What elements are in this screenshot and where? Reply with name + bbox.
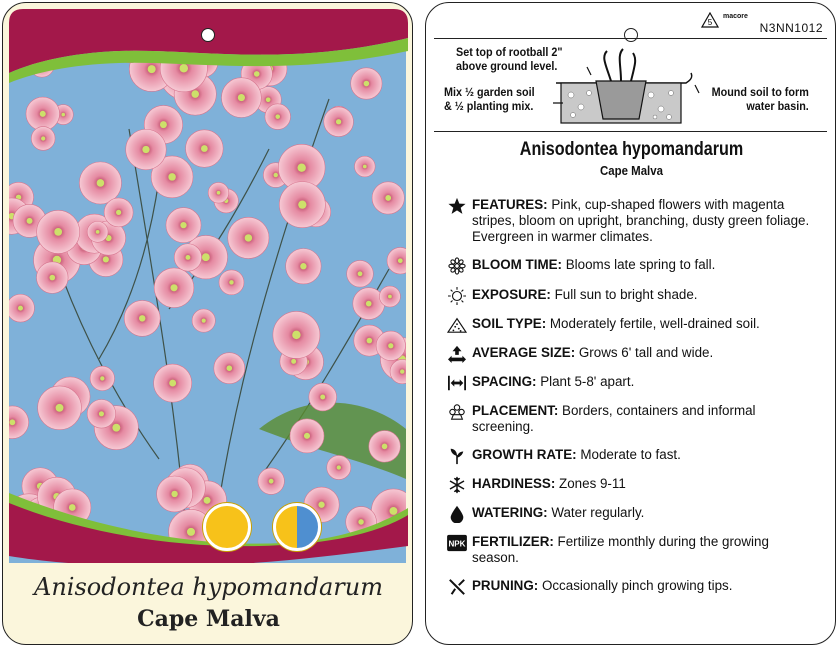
- attribute-value: Grows 6' tall and wide.: [575, 345, 714, 360]
- attribute-text: [472, 476, 818, 492]
- attribute-text: [472, 403, 818, 435]
- attribute-value: Moderately fertile, well-drained soil.: [546, 316, 760, 331]
- star-icon: [446, 196, 468, 216]
- sprout-icon: [446, 446, 468, 466]
- pruners-icon: [446, 577, 468, 597]
- attribute-label: FEATURES:: [472, 197, 548, 212]
- front-common-name: Cape Malva: [137, 606, 280, 632]
- attribute-text: [472, 316, 818, 332]
- attribute-row-placement: [446, 403, 818, 435]
- soil-icon: [446, 315, 468, 335]
- attribute-text: [472, 578, 818, 594]
- attribute-label: SOIL TYPE:: [472, 316, 547, 331]
- attribute-label: BLOOM TIME:: [472, 257, 563, 272]
- attribute-label: HARDINESS:: [472, 476, 556, 491]
- attribute-row-soil-type: [446, 316, 818, 335]
- attribute-value: Zones 9-11: [555, 476, 626, 491]
- instruction-top: Set top of rootball 2" above ground level.: [456, 45, 563, 73]
- front-botanical-name: Anisodontea hypomandarum: [34, 573, 383, 601]
- attribute-row-hardiness: [446, 476, 818, 495]
- attribute-row-features: [446, 197, 818, 245]
- attribute-value: Moderate to fast.: [576, 447, 681, 462]
- attribute-row-bloom-time: [446, 257, 818, 276]
- attribute-text: [472, 447, 818, 463]
- attribute-value: Borders, containers and informal screening.: [472, 403, 756, 434]
- attribute-text: [472, 374, 818, 390]
- back-tag: [425, 2, 836, 645]
- attribute-text: [472, 197, 818, 245]
- height-icon: [446, 344, 468, 364]
- front-tag: [2, 2, 413, 645]
- recycle-label: macore: [723, 13, 748, 20]
- decorative-banner: [3, 3, 413, 645]
- sun-outline-icon: [446, 286, 468, 306]
- attribute-text: [472, 345, 818, 361]
- product-code: N3NN1012: [759, 21, 823, 35]
- attribute-text: [472, 257, 818, 273]
- planting-diagram: [551, 45, 711, 125]
- attribute-row-fertilizer: [446, 534, 818, 566]
- attribute-label: FERTILIZER:: [472, 534, 554, 549]
- attribute-row-spacing: [446, 374, 818, 393]
- attribute-label: PRUNING:: [472, 578, 539, 593]
- attribute-text: [472, 287, 818, 303]
- attribute-value: Plant 5-8' apart.: [536, 374, 635, 389]
- recycle-icon: [701, 12, 719, 30]
- attribute-row-average-size: [446, 345, 818, 364]
- attribute-row-watering: [446, 505, 818, 524]
- back-common-name: Cape Malva: [600, 163, 663, 178]
- attribute-text: [472, 534, 818, 566]
- attribute-label: EXPOSURE:: [472, 287, 551, 302]
- attribute-value: Water regularly.: [547, 505, 645, 520]
- snowflake-icon: [446, 475, 468, 495]
- attribute-label: WATERING:: [472, 505, 548, 520]
- attribute-value: Occasionally pinch growing tips.: [538, 578, 733, 593]
- water-drop-icon: [446, 504, 468, 524]
- section-rule: [434, 131, 827, 132]
- svg-text:NPK: NPK: [448, 539, 466, 549]
- attribute-row-exposure: [446, 287, 818, 306]
- instruction-left: Mix ½ garden soil & ½ planting mix.: [444, 85, 535, 113]
- attribute-label: AVERAGE SIZE:: [472, 345, 576, 360]
- sun-to-shade-icon: [273, 503, 321, 551]
- back-botanical-name: Anisodontea hypomandarum: [519, 139, 744, 160]
- attribute-value: Pink, cup-shaped flowers with magenta stripes, bloom on upright, branching, dusty green foliage. Evergreen in warmer climates.: [472, 197, 810, 244]
- attribute-value: Fertilize monthly during the growing season.: [472, 534, 769, 565]
- instruction-right: Mound soil to form water basin.: [711, 85, 809, 113]
- placement-icon: [446, 402, 468, 422]
- attribute-label: PLACEMENT:: [472, 403, 559, 418]
- spacing-icon: [446, 373, 468, 393]
- npk-icon: [446, 533, 468, 553]
- attribute-value: Blooms late spring to fall.: [562, 257, 716, 272]
- attribute-text: [472, 505, 818, 521]
- attribute-row-growth-rate: [446, 447, 818, 466]
- attribute-label: GROWTH RATE:: [472, 447, 577, 462]
- recycle-number: 5: [707, 18, 713, 27]
- attribute-value: Full sun to bright shade.: [550, 287, 698, 302]
- full-sun-icon: [203, 503, 251, 551]
- attribute-row-pruning: [446, 578, 818, 597]
- flower-icon: [446, 256, 468, 276]
- tag-hole: [624, 28, 638, 42]
- tag-hole: [201, 28, 215, 42]
- attribute-label: SPACING:: [472, 374, 537, 389]
- top-rule: [434, 38, 827, 39]
